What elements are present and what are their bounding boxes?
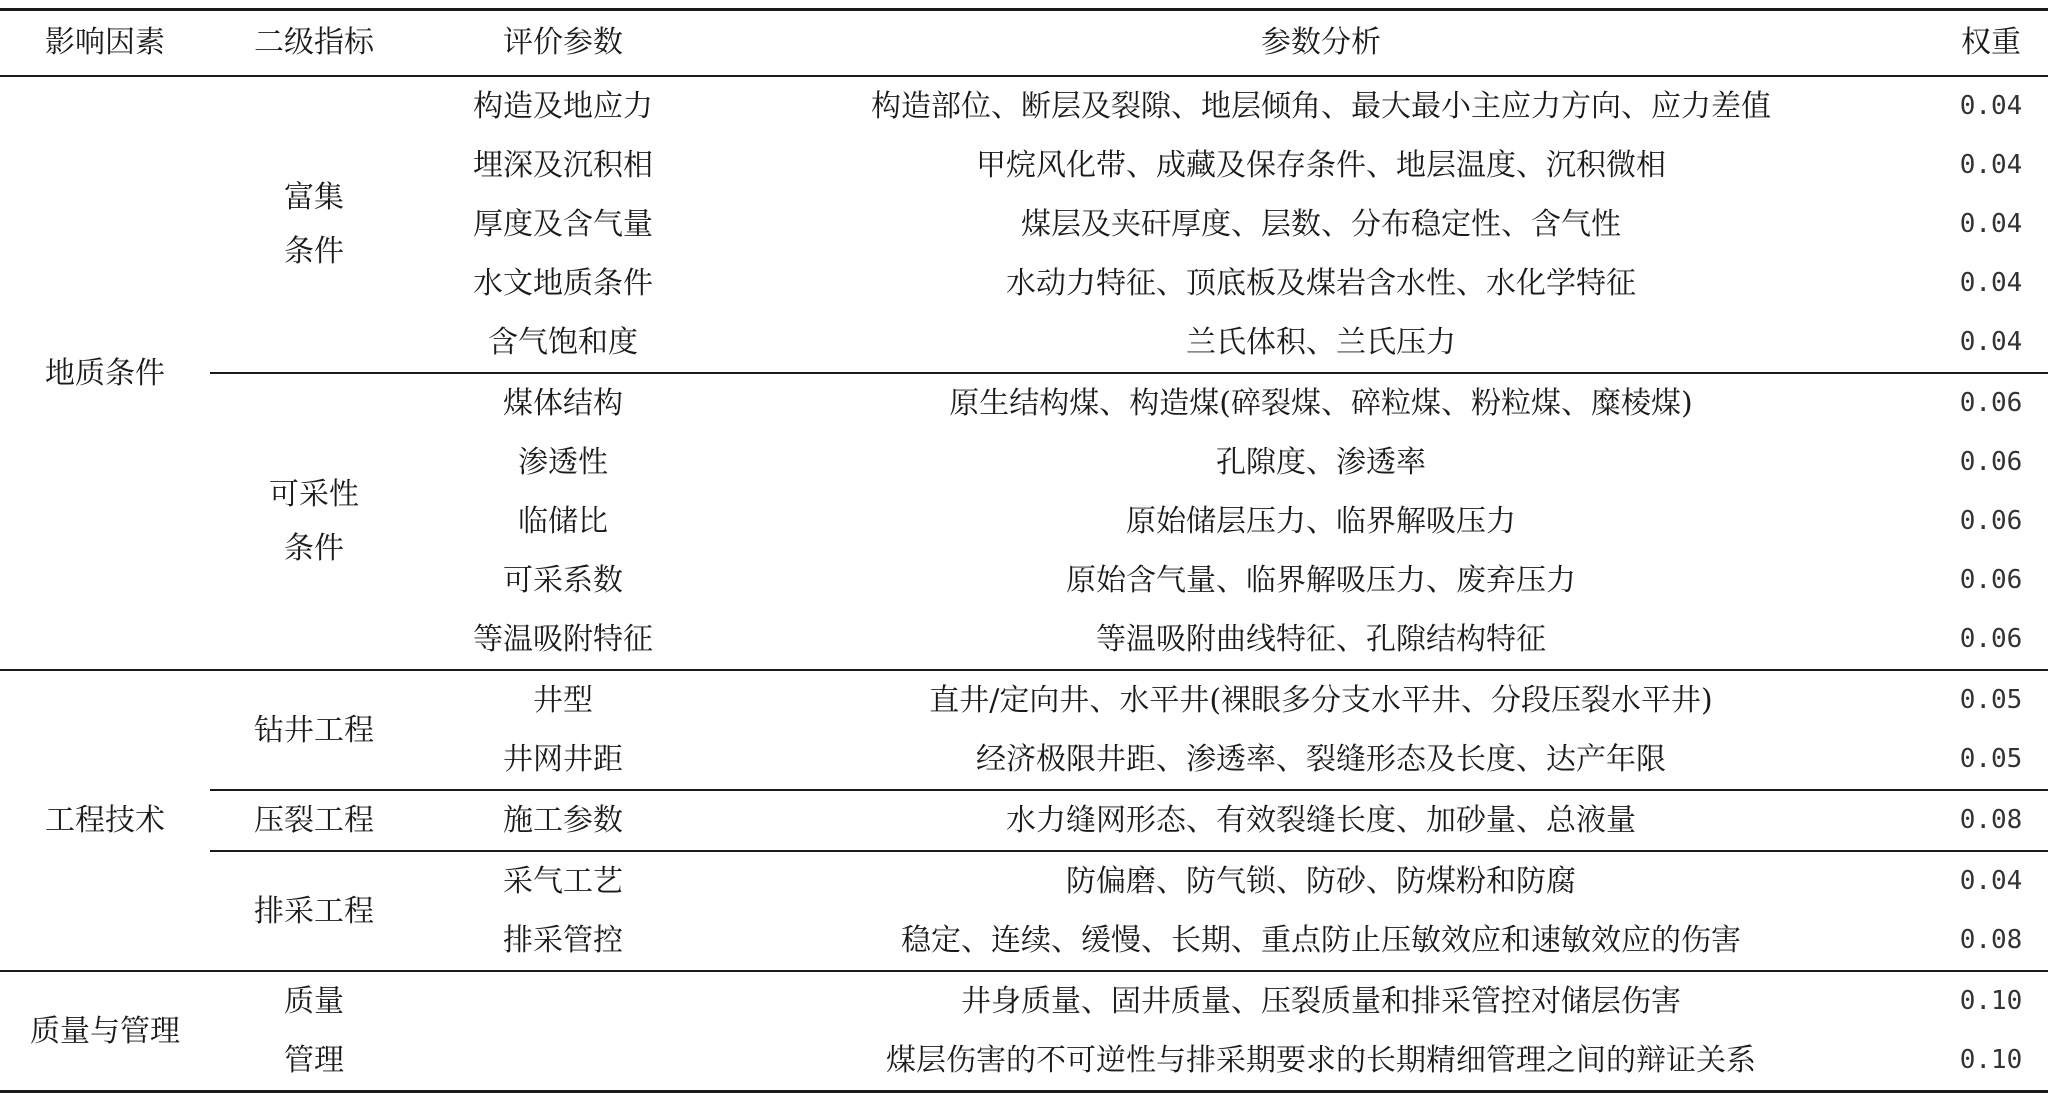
table-row	[0, 851, 2048, 911]
subgroup-enrichment	[210, 76, 418, 373]
subgroup-fracturing: 压裂工程	[210, 790, 418, 851]
subgroup-management: 管理	[210, 1031, 418, 1092]
analysis-cell: 兰氏体积、兰氏压力	[1186, 325, 1456, 360]
param-cell: 可采系数	[503, 563, 623, 598]
weight-cell: 0.05	[1959, 744, 2023, 774]
weight-cell: 0.08	[1934, 790, 2048, 851]
weight-cell: 0.06	[1959, 447, 2023, 477]
weight-cell: 0.06	[1959, 506, 2023, 536]
param-cell: 构造及地应力	[473, 89, 653, 124]
header-parameter: 评价参数	[418, 10, 708, 77]
weight-cell: 0.04	[1959, 91, 2023, 121]
weight-cell: 0.04	[1934, 851, 2048, 911]
analysis-cell: 水动力特征、顶底板及煤岩含水性、水化学特征	[1006, 266, 1636, 301]
analysis-cell: 构造部位、断层及裂隙、地层倾角、最大最小主应力方向、应力差值	[871, 89, 1771, 124]
param-cell: 临储比	[518, 504, 608, 539]
param-cell: 井网井距	[503, 742, 623, 777]
analysis-cell: 防偏磨、防气锁、防砂、防煤粉和防腐	[708, 851, 1934, 911]
table-row	[0, 790, 2048, 851]
param-cell: 排采管控	[503, 923, 623, 958]
subgroup-recoverability	[210, 373, 418, 670]
param-cell: 渗透性	[518, 445, 608, 480]
param-cell: 采气工艺	[418, 851, 708, 911]
subgroup-enrichment-line1: 富集	[284, 179, 344, 215]
weight-cell: 0.04	[1959, 268, 2023, 298]
analysis-cell: 原始储层压力、临界解吸压力	[1126, 504, 1516, 539]
group-quality-management: 质量与管理	[0, 971, 210, 1092]
param-cell: 等温吸附特征	[473, 622, 653, 657]
header-weight: 权重	[1934, 10, 2048, 77]
weight-cell: 0.10	[1934, 1031, 2048, 1092]
weight-cell: 0.08	[1959, 925, 2023, 955]
header-secondary-index: 二级指标	[210, 10, 418, 77]
header-factor: 影响因素	[0, 10, 210, 77]
weight-cell: 0.06	[1959, 565, 2023, 595]
group-engineering: 工程技术	[0, 670, 210, 971]
weight-cell: 0.04	[1959, 327, 2023, 357]
header-row	[0, 10, 2048, 77]
table-row	[0, 1031, 2048, 1092]
param-cell: 水文地质条件	[473, 266, 653, 301]
header-analysis: 参数分析	[708, 10, 1934, 77]
weight-cell: 0.06	[1934, 373, 2048, 433]
param-cell: 厚度及含气量	[473, 207, 653, 242]
param-cell: 煤体结构	[418, 373, 708, 433]
analysis-cell: 甲烷风化带、成藏及保存条件、地层温度、沉积微相	[976, 148, 1666, 183]
group-geology: 地质条件	[45, 355, 165, 391]
subgroup-quality: 质量	[210, 971, 418, 1031]
subgroup-recoverability-line1: 可采性	[269, 476, 359, 512]
analysis-cell: 原始含气量、临界解吸压力、废弃压力	[1066, 563, 1576, 598]
param-cell	[418, 1031, 708, 1092]
analysis-cell: 经济极限井距、渗透率、裂缝形态及长度、达产年限	[976, 742, 1666, 777]
analysis-cell: 孔隙度、渗透率	[1216, 445, 1426, 480]
weight-cell: 0.04	[1959, 150, 2023, 180]
analysis-cell: 直井/定向井、水平井(裸眼多分支水平井、分段压裂水平井)	[708, 670, 1934, 730]
subgroup-enrichment-line2: 条件	[284, 233, 344, 269]
table-row	[0, 971, 2048, 1031]
analysis-cell: 煤层及夹矸厚度、层数、分布稳定性、含气性	[1021, 207, 1621, 242]
analysis-cell: 井身质量、固井质量、压裂质量和排采管控对储层伤害	[708, 971, 1934, 1031]
analysis-cell: 原生结构煤、构造煤(碎裂煤、碎粒煤、粉粒煤、糜棱煤)	[708, 373, 1934, 433]
analysis-cell: 煤层伤害的不可逆性与排采期要求的长期精细管理之间的辩证关系	[708, 1031, 1934, 1092]
weight-cell: 0.06	[1959, 624, 2023, 654]
weight-cell: 0.05	[1934, 670, 2048, 730]
weight-cell: 0.10	[1934, 971, 2048, 1031]
subgroup-drilling: 钻井工程	[210, 670, 418, 790]
table-row	[0, 373, 2048, 433]
evaluation-table-container	[0, 8, 2048, 1093]
param-cell: 井型	[418, 670, 708, 730]
analysis-cell: 稳定、连续、缓慢、长期、重点防止压敏效应和速敏效应的伤害	[901, 923, 1741, 958]
param-cell: 埋深及沉积相	[473, 148, 653, 183]
subgroup-recoverability-line2: 条件	[284, 530, 344, 566]
analysis-cell: 等温吸附曲线特征、孔隙结构特征	[1096, 622, 1546, 657]
analysis-cell: 水力缝网形态、有效裂缝长度、加砂量、总液量	[708, 790, 1934, 851]
param-cell	[418, 971, 708, 1031]
table-row	[0, 670, 2048, 730]
subgroup-drainage: 排采工程	[210, 851, 418, 971]
param-cell: 含气饱和度	[488, 325, 638, 360]
param-cell: 施工参数	[418, 790, 708, 851]
table-row	[0, 76, 2048, 136]
weight-cell: 0.04	[1959, 209, 2023, 239]
evaluation-table	[0, 8, 2048, 1093]
